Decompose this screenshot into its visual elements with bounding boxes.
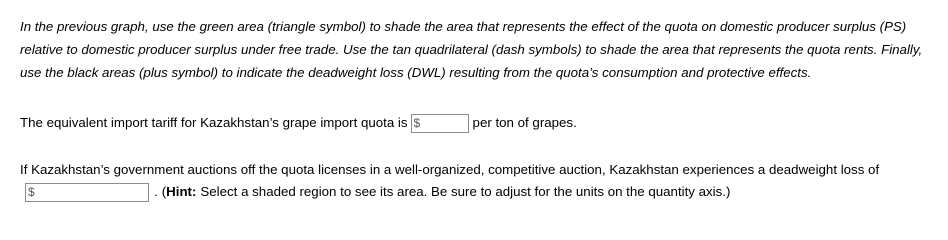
- tariff-question: [20, 113, 577, 133]
- tariff-question-prefix: The equivalent import tariff for Kazakhstan’s grape import quota is: [20, 115, 408, 130]
- auction-question: [20, 160, 879, 180]
- dollar-sign: $: [28, 185, 35, 199]
- hint-open-paren: (: [161, 184, 167, 199]
- sentence-period: .: [154, 184, 158, 199]
- auction-question-prefix: If Kazakhstan’s government auctions off the quota licenses in a well-organized, competitive auction, Kazakhstan experiences a deadweight loss of: [20, 162, 880, 177]
- dollar-sign: $: [413, 116, 421, 130]
- tariff-answer-input[interactable]: [411, 114, 469, 133]
- hint-label: Hint:: [166, 184, 197, 199]
- tariff-question-suffix: per ton of grapes.: [472, 115, 577, 130]
- hint-text: Select a shaded region to see its area. Be sure to adjust for the units on the quantity axis.): [200, 184, 731, 199]
- auction-answer-row: [20, 182, 730, 202]
- instructions-paragraph: In the previous graph, use the green area (triangle symbol) to shade the area that represents the effect of the quota on domestic producer surplus (PS) relative to domestic producer surplus under free trade. Use the tan quadrilateral (dash symbols) to shade the area that represents the quota rents. Finally, use the black areas (plus symbol) to indicate the deadweight loss (DWL) resulting from the quota’s consumption and protective effects.: [20, 19, 923, 80]
- dwl-answer-input[interactable]: [25, 183, 149, 202]
